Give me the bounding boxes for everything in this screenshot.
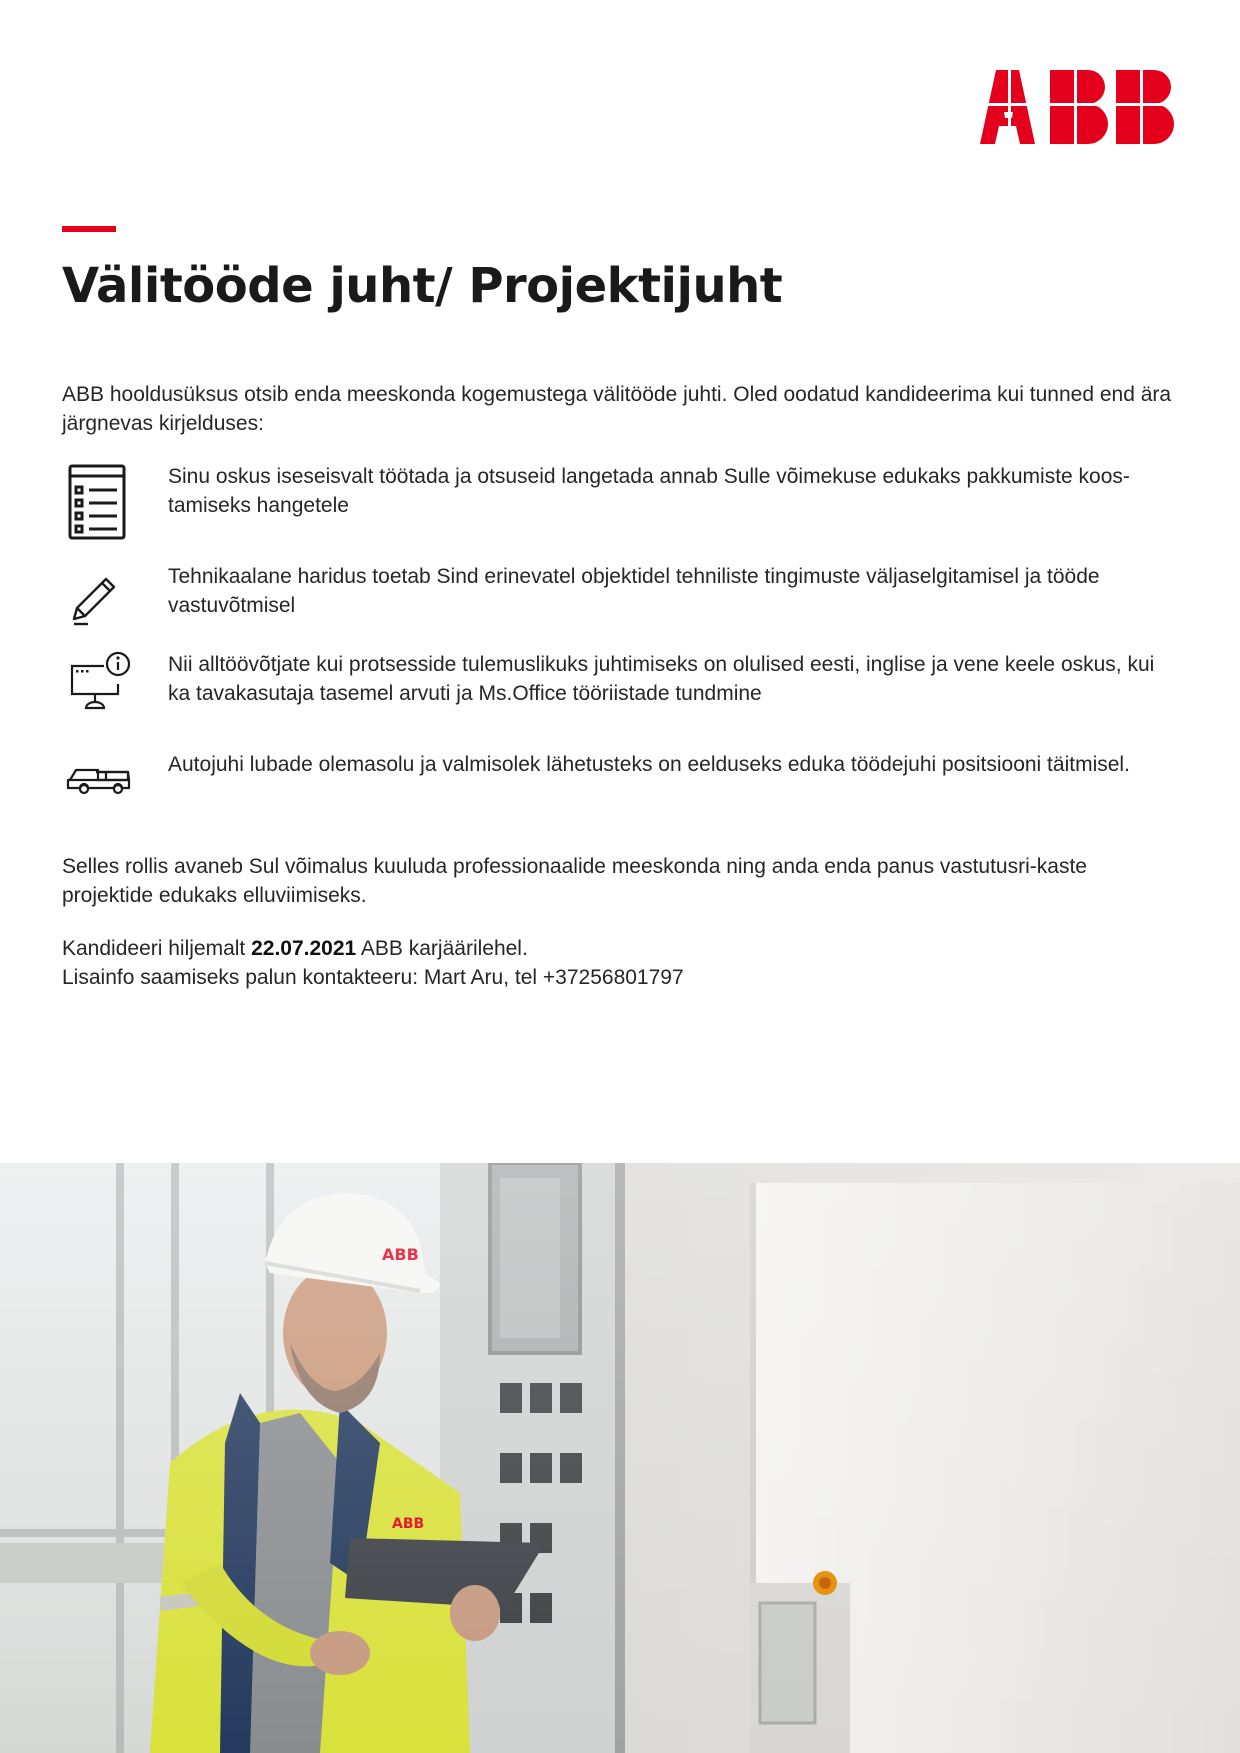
computer-info-icon [62, 650, 132, 730]
checklist-icon [62, 462, 132, 542]
requirement-text: Nii alltöövõtjate kui protsesside tulemuslikuks juhtimiseks on olulised eesti, inglise ja vene keele oskus, kui ka tavakasutaja tasemel arvuti ja Ms.Office tööriistade tundmine [168, 653, 1155, 705]
closing-paragraph: Selles rollis avaneb Sul võimalus kuuluda professionaalide meeskonda ning anda enda panus vastutusri-kaste projektide edukaks elluviimiseks. [62, 855, 1087, 907]
page-title: Välitööde juht/ Projektijuht [62, 258, 783, 314]
cta-prefix: Kandideeri hiljemalt [62, 937, 252, 960]
pencil-icon [62, 562, 132, 642]
van-icon [62, 750, 132, 830]
application-info [62, 934, 1182, 992]
requirement-item [62, 562, 1182, 632]
requirement-item [62, 650, 1182, 720]
abb-logo [980, 70, 1178, 144]
requirement-text: Sinu oskus iseseisvalt töötada ja otsuseid langetada annab Sulle võimekuse edukaks pakkumiste koos-tamiseks hangetele [168, 465, 1130, 517]
engineer-photo [0, 1163, 1240, 1753]
contact-info: Lisainfo saamiseks palun kontakteeru: Mart Aru, tel +37256801797 [62, 966, 684, 989]
intro-paragraph: ABB hooldusüksus otsib enda meeskonda kogemustega välitööde juhti. Oled oodatud kandideerima kui tunned end ära järgnevas kirjelduses: [62, 383, 1172, 435]
requirement-text: Tehnikaalane haridus toetab Sind erinevatel objektidel tehniliste tingimuste väljaselgitamisel ja tööde vastuvõtmisel [168, 565, 1100, 617]
cta-suffix: ABB karjäärilehel. [356, 937, 528, 960]
title-accent-bar [62, 226, 116, 232]
requirement-text: Autojuhi lubade olemasolu ja valmisolek lähetusteks on eelduseks eduka töödejuhi positsiooni täitmisel. [168, 753, 1130, 776]
deadline-date: 22.07.2021 [251, 937, 357, 960]
requirement-item [62, 750, 1182, 820]
requirement-item [62, 462, 1182, 532]
